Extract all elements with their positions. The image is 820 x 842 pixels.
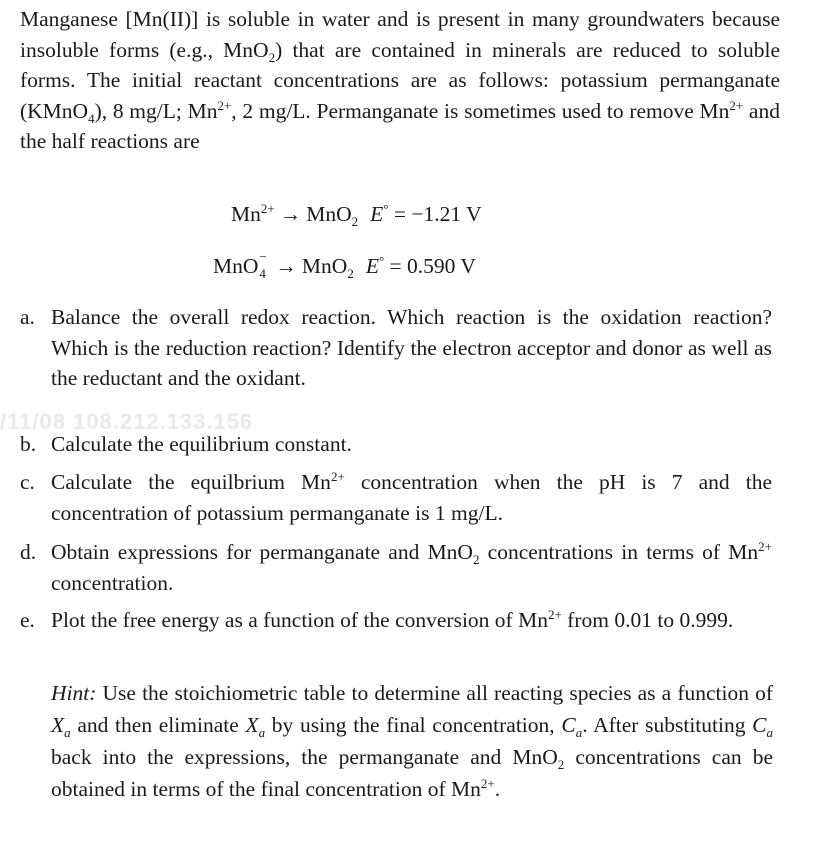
question-label: e. (20, 608, 35, 632)
reaction-arrow: → (275, 254, 297, 278)
potential-2: E° = 0.590 V (365, 253, 476, 278)
question-text: Calculate the equilbrium $Mn^{2+}$ concentration when the pH is 7 and the concentration of potassium permanganate is 1 mg/L. (51, 469, 772, 525)
question-text: Plot the free energy as a function of the conversion of $Mn^{2+}$ from 0.01 to 0.999. (51, 607, 734, 632)
question-label: c. (20, 470, 35, 494)
reaction-arrow: → (279, 202, 302, 226)
question-text: Balance the overall redox reaction. Which reaction is the oxidation reaction? Which is the reduction reaction? Identify the electron acceptor and donor as well as the reductant and the oxidant. (51, 305, 772, 391)
question-label: a. (20, 305, 35, 329)
question-a (20, 302, 772, 394)
question-b (20, 429, 772, 460)
question-d (20, 537, 772, 598)
half-reaction-2: MnO − 4 → MnO$_2$ E° = 0.590 V (213, 249, 476, 281)
intro-paragraph: Manganese [Mn(II)] is soluble in water and is present in many groundwaters because insoluble forms (e.g., MnO$_2$) that are contained in minerals are reduced to soluble forms. The initial reactant concentrations are as follows: potassium permanganate (KMnO$_4$), 8 mg/L; $Mn^{2+}$, 2 mg/L. Permanganate is sometimes used to remove $Mn^{2+}$ and the half reactions are (20, 7, 780, 154)
question-c (20, 467, 772, 528)
question-text: Obtain expressions for permanganate and MnO$_2$ concentrations in terms of $Mn^{2+}$ concentration. (51, 539, 772, 595)
potential-1: E° = −1.21 V (370, 201, 482, 226)
question-label: b. (20, 432, 37, 456)
question-e (20, 605, 772, 636)
hint-label: Hint: (51, 681, 97, 705)
half-reaction-1: $Mn^{2+} \to MnO_2$ E° = −1.21 V (231, 201, 482, 229)
question-label: d. (20, 540, 37, 564)
question-text: Calculate the equilibrium constant. (51, 432, 352, 456)
ip-watermark: /11/08 108.212.133.156 (0, 409, 254, 434)
superscript-subscript-stack: − 4 (259, 249, 267, 281)
hint-paragraph: Hint: Use the stoichiometric table to determine all reacting species as a function of $X_a$ and then eliminate $X_a$ by using the final concentration, $C_a$. After substituting $C_a$ back into the expressions, the permanganate and MnO$_2$ concentrations can be obtained in terms of the final concentration of $Mn^{2+}$. (51, 681, 773, 801)
